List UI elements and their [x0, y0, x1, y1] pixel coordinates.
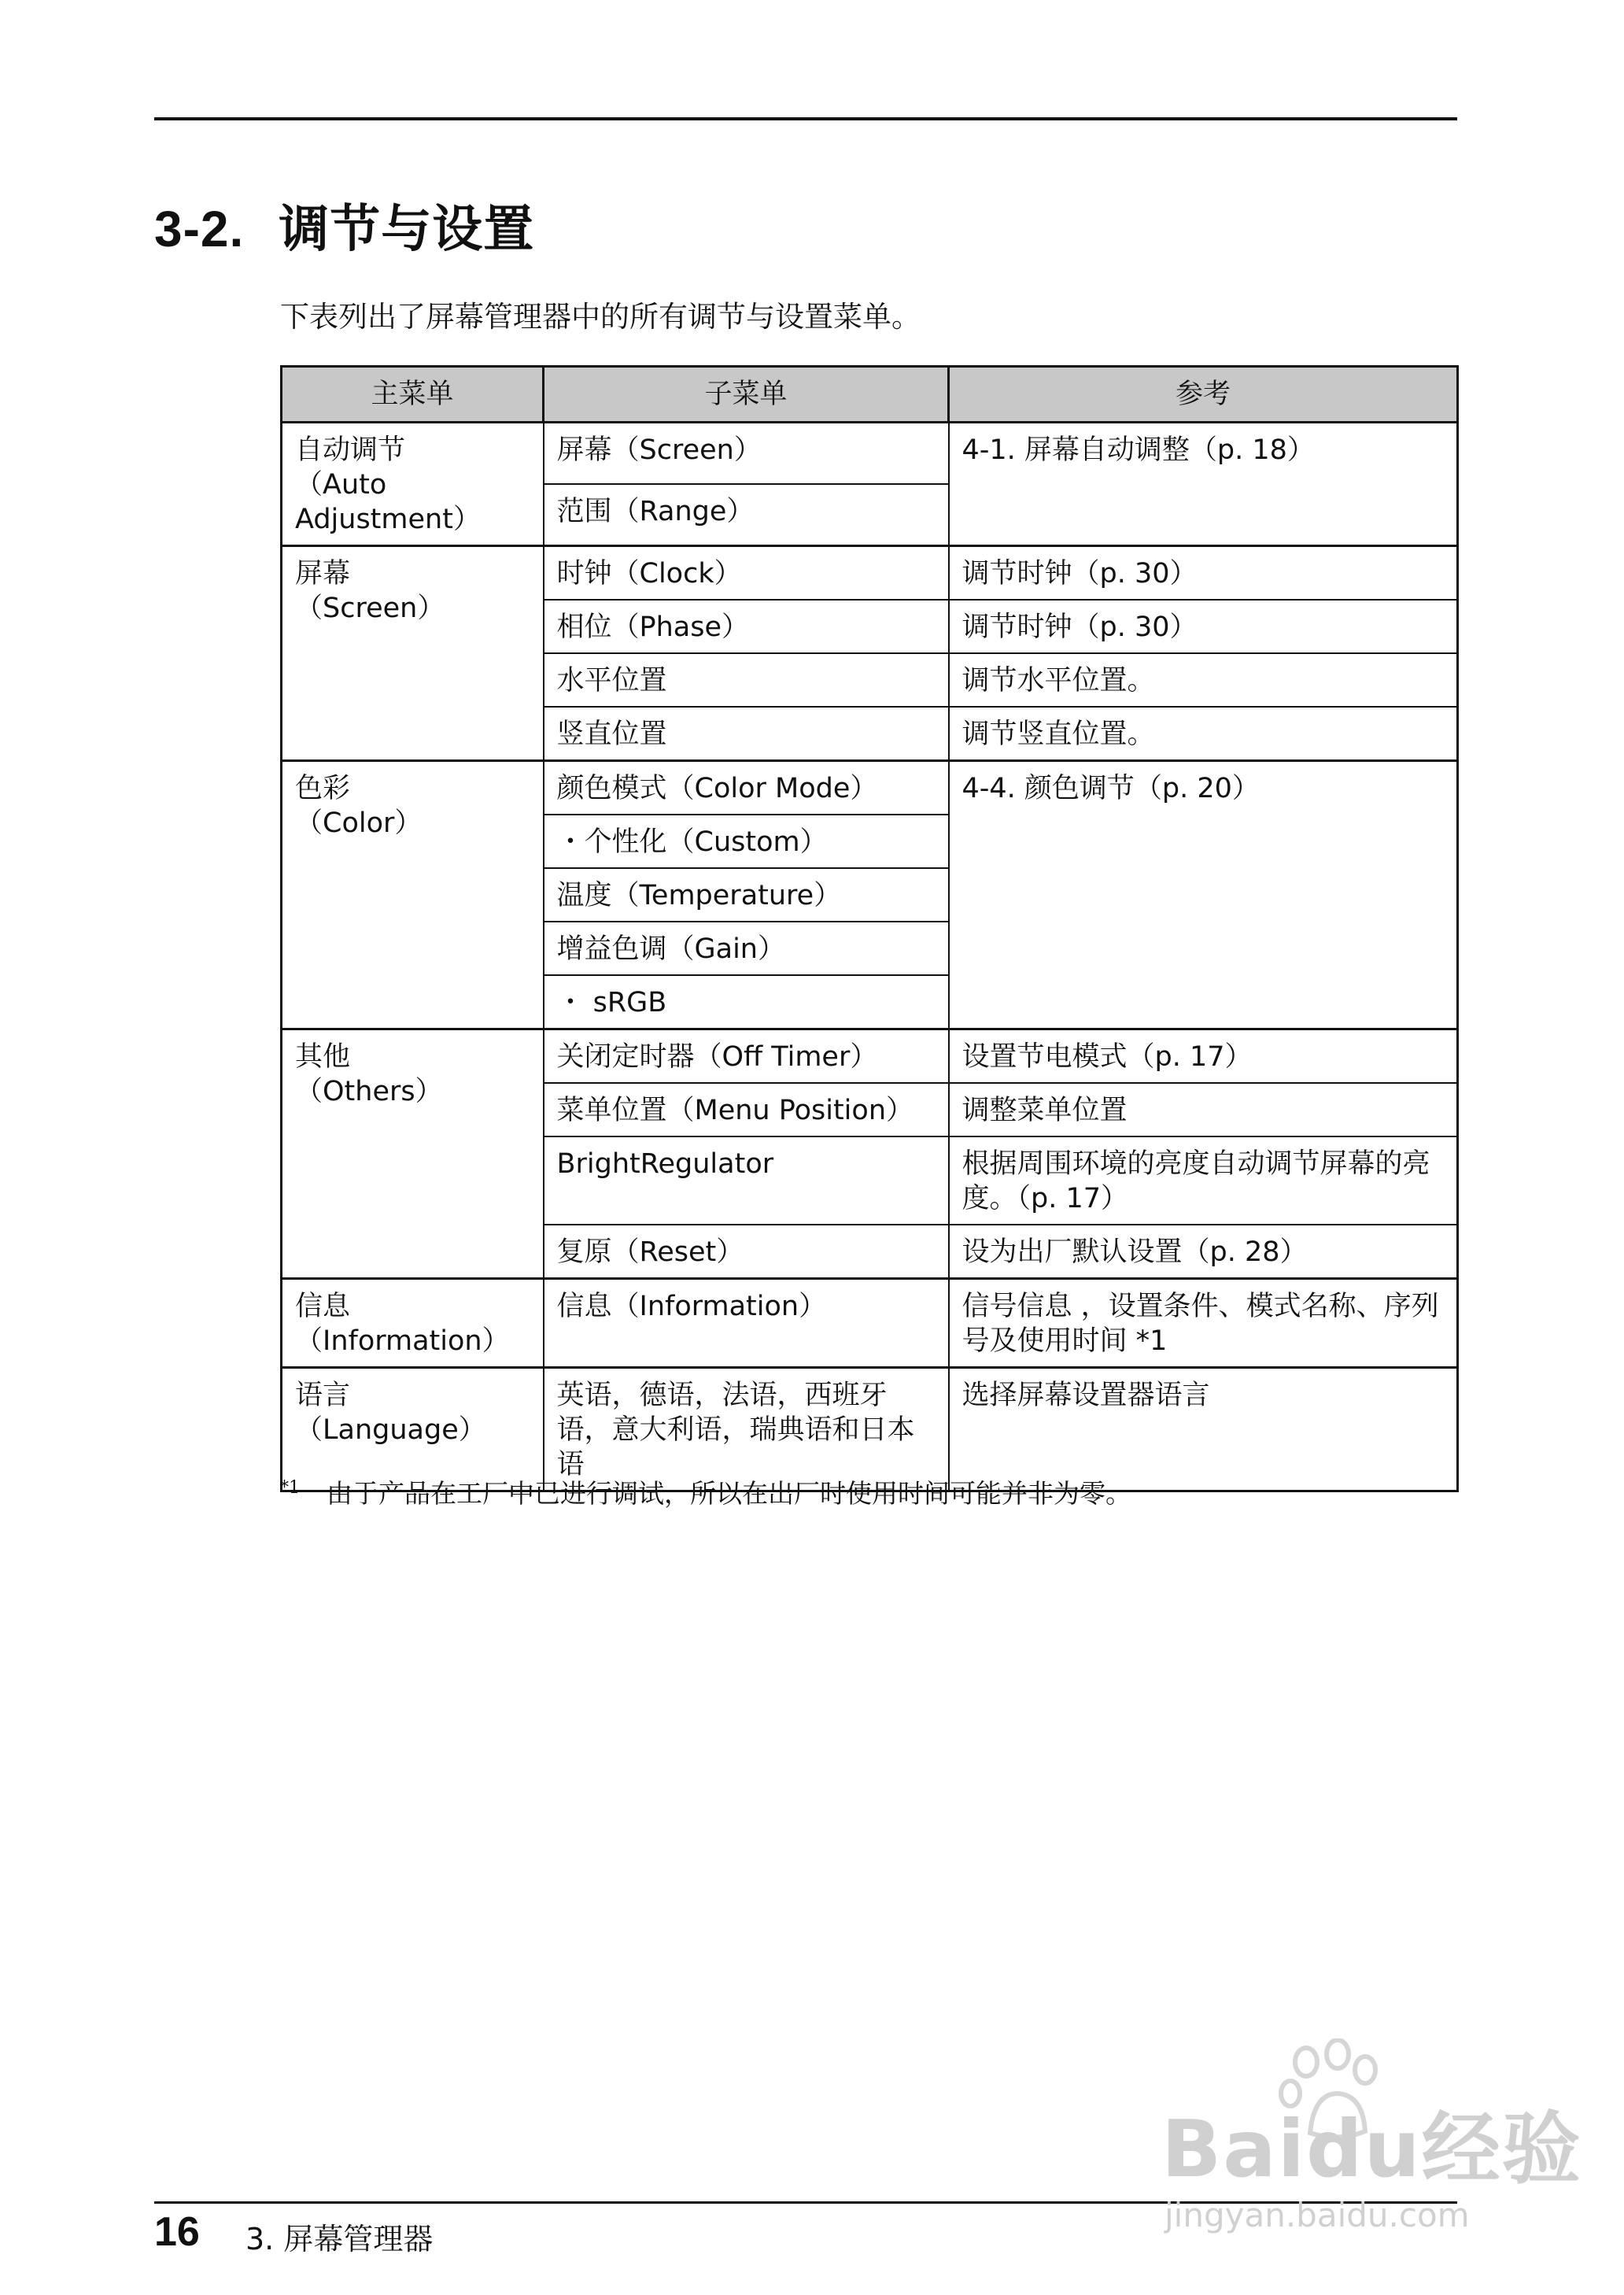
sub-menu-cell: 复原（Reset）: [544, 1225, 949, 1279]
reference-cell: 信号信息 ，设置条件、模式名称、序列号及使用时间 *1: [949, 1279, 1458, 1368]
page-number: 16: [154, 2209, 200, 2255]
main-menu-cell: 其他 （Others）: [282, 1029, 544, 1279]
watermark-logo: Baidu经验: [1161, 2103, 1582, 2195]
reference-cell: 选择屏幕设置器语言: [949, 1368, 1458, 1491]
main-menu-cell: 屏幕 （Screen）: [282, 546, 544, 761]
table-row: [282, 1368, 1458, 1491]
reference-cell: 调节时钟（p. 30）: [949, 546, 1458, 601]
main-menu-cell: 自动调节 （Auto Adjustment）: [282, 423, 544, 546]
table-row: [282, 761, 1458, 815]
watermark-url: jingyan.baidu.com: [1164, 2196, 1470, 2234]
sub-menu-cell: BrightRegulator: [544, 1136, 949, 1225]
sub-menu-cell: 英语，德语，法语，西班牙语，意大利语，瑞典语和日本语: [544, 1368, 949, 1491]
reference-cell: 调节竖直位置。: [949, 707, 1458, 761]
sub-menu-cell: 信息（Information）: [544, 1279, 949, 1368]
footnote-mark: *1: [280, 1478, 300, 1498]
sub-menu-cell: 时钟（Clock）: [544, 546, 949, 601]
reference-cell: 4-4. 颜色调节（p. 20）: [949, 761, 1458, 1029]
header-main-menu: 主菜单: [282, 367, 544, 423]
chapter-title: 3. 屏幕管理器: [245, 2222, 434, 2256]
reference-cell: 设置节电模式（p. 17）: [949, 1029, 1458, 1084]
sub-menu-cell: 增益色调（Gain）: [544, 922, 949, 975]
sub-menu-cell: 相位（Phase）: [544, 600, 949, 653]
sub-menu-cell: ・个性化（Custom）: [544, 815, 949, 868]
sub-menu-cell: 关闭定时器（Off Timer）: [544, 1029, 949, 1084]
sub-menu-cell: 温度（Temperature）: [544, 868, 949, 922]
reference-cell: 根据周围环境的亮度自动调节屏幕的亮度。（p. 17）: [949, 1136, 1458, 1225]
top-rule: [154, 117, 1457, 120]
sub-menu-cell: 菜单位置（Menu Position）: [544, 1083, 949, 1136]
table-row: [282, 1029, 1458, 1084]
footnote-text: 由于产品在工厂中已进行调试，所以在出厂时使用时间可能并非为零。: [327, 1478, 1131, 1509]
sub-menu-cell: 范围（Range）: [544, 484, 949, 546]
main-menu-cell: 色彩 （Color）: [282, 761, 544, 1029]
reference-cell: 设为出厂默认设置（p. 28）: [949, 1225, 1458, 1279]
header-reference: 参考: [949, 367, 1458, 423]
menu-table: [280, 365, 1459, 1492]
sub-menu-cell: 屏幕（Screen）: [544, 423, 949, 485]
footnote: [280, 1473, 1131, 1510]
table-row: [282, 423, 1458, 485]
intro-text: 下表列出了屏幕管理器中的所有调节与设置菜单。: [280, 300, 921, 334]
table-header-row: [282, 367, 1458, 423]
main-menu-cell: 信息 （Information）: [282, 1279, 544, 1368]
reference-cell: 调节时钟（p. 30）: [949, 600, 1458, 653]
table-row: [282, 1279, 1458, 1368]
reference-cell: 调节水平位置。: [949, 653, 1458, 707]
reference-cell: 调整菜单位置: [949, 1083, 1458, 1136]
header-sub-menu: 子菜单: [544, 367, 949, 423]
reference-cell: 4-1. 屏幕自动调整（p. 18）: [949, 423, 1458, 546]
main-menu-cell: 语言 （Language）: [282, 1368, 544, 1491]
sub-menu-cell: 竖直位置: [544, 707, 949, 761]
section-number: 3-2.: [154, 201, 245, 257]
section-heading: [154, 189, 534, 261]
sub-menu-cell: ・ sRGB: [544, 975, 949, 1029]
table-row: [282, 546, 1458, 601]
sub-menu-cell: 颜色模式（Color Mode）: [544, 761, 949, 815]
section-title: 调节与设置: [279, 201, 535, 259]
sub-menu-cell: 水平位置: [544, 653, 949, 707]
